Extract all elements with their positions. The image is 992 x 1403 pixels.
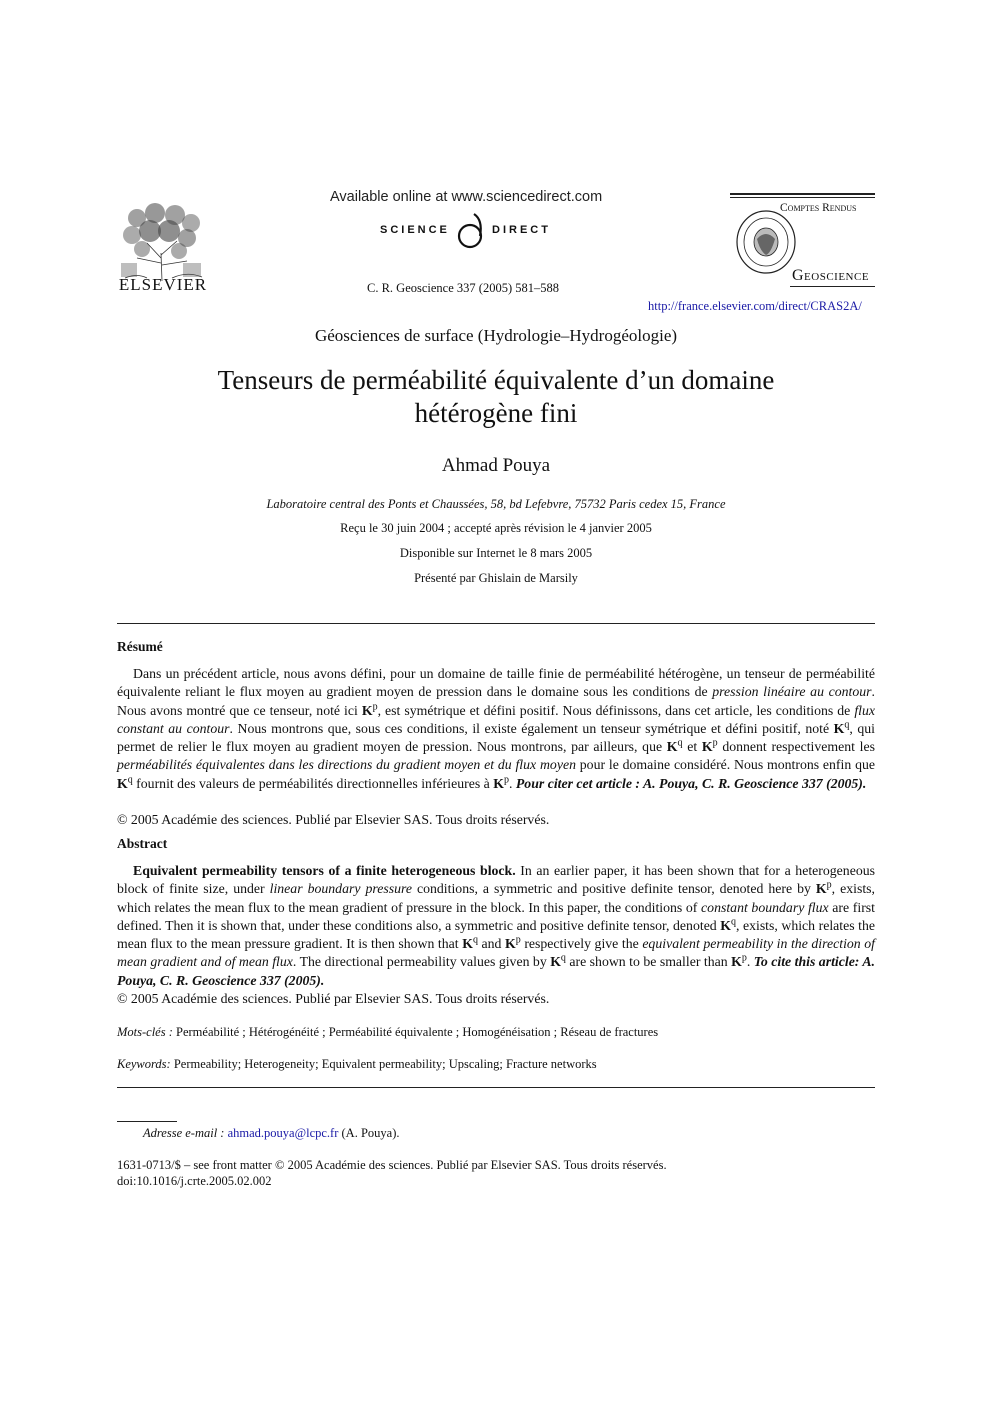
divider-bottom bbox=[117, 1087, 875, 1088]
abstract-heading: Abstract bbox=[117, 836, 168, 851]
sciencedirect-logo bbox=[380, 212, 580, 252]
sciencedirect-science: SCIENCE bbox=[380, 224, 450, 236]
abstract-copyright: © 2005 Académie des sciences. Publié par Elsevier SAS. Tous droits réservés. bbox=[117, 991, 550, 1006]
issn-line: 1631-0713/$ – see front matter © 2005 Académie des sciences. Publié par Elsevier SAS. Tous droits réservés. bbox=[117, 1158, 667, 1172]
doi-line: doi:10.1016/j.crte.2005.02.002 bbox=[117, 1174, 272, 1188]
received-dates: Reçu le 30 juin 2004 ; accepté après révision le 4 janvier 2005 bbox=[340, 521, 652, 535]
journal-name-top: Comptes Rendus bbox=[780, 202, 857, 214]
available-online-text: Available online at www.sciencedirect.com bbox=[330, 189, 603, 205]
sciencedirect-d-icon bbox=[454, 212, 490, 252]
resume-paragraph: Dans un précédent article, nous avons défini, pour un domaine de taille finie de perméabilité hétérogène, un tenseur de perméabilité équivalente reliant le flux moyen au gradient moyen de pression dans le domaine sous les conditions de pression linéaire au contour. Nous avons montré que ce tenseur, noté ici $K^p$, est symétrique et défini positif. Nous définissons, dans cet article, les conditions de flux constant au contour. Nous montrons que, sous ces conditions, il existe également un tenseur symétrique et défini positif, noté $K^q$, qui permet de relier le flux moyen au gradient moyen de pression. Nous montrons, par ailleurs, que $K^q$ et $K^p$ donnent respectivement les perméabilités équivalentes dans les directions du gradient moyen et du flux moyen pour le domaine considéré. Nous montrons enfin que $K^q$ fournit des valeurs de perméabilités directionnelles inférieures à $K^p$. Pour citer cet article : A. Pouya, C. R. Geoscience 337 (2005). bbox=[117, 666, 876, 791]
journal-url-link[interactable]: http://france.elsevier.com/direct/CRAS2A/ bbox=[648, 299, 862, 313]
section-heading: Géosciences de surface (Hydrologie–Hydrogéologie) bbox=[314, 326, 678, 345]
elsevier-wordmark: ELSEVIER bbox=[118, 275, 208, 294]
resume-heading: Résumé bbox=[117, 639, 163, 654]
journal-citation: C. R. Geoscience 337 (2005) 581–588 bbox=[367, 281, 559, 295]
divider-top bbox=[117, 623, 875, 624]
available-date: Disponible sur Internet le 8 mars 2005 bbox=[399, 546, 593, 560]
author-name: Ahmad Pouya bbox=[441, 455, 551, 476]
comptes-rendus-geoscience-logo bbox=[730, 193, 875, 289]
sciencedirect-direct: DIRECT bbox=[492, 224, 551, 236]
abstract-paragraph: Equivalent permeability tensors of a finite heterogeneous block. In an earlier paper, it has been shown that for a heterogeneous block of finite size, under linear boundary pressure conditions, a symmetric and positive definite tensor, denoted here by $K^p$, exists, which relates the mean flux to the mean gradient of pressure in the block. In this paper, the conditions of constant boundary flux are first defined. Then it is shown that, under these conditions also, a symmetric and positive definite tensor, denoted $K^q$, exists, which relates the mean flux to the mean pressure gradient. It is then shown that $K^q$ and $K^p$ respectively give the equivalent permeability in the direction of mean gradient and of mean flux. The directional permeability values given by $K^q$ are shown to be smaller than $K^p$. To cite this article: A. Pouya, C. R. Geoscience 337 (2005). bbox=[117, 863, 876, 988]
presented-by: Présenté par Ghislain de Marsily bbox=[414, 571, 578, 585]
mots-cles: Mots-clés : Perméabilité ; Hétérogénéité ; Perméabilité équivalente ; Homogénéisation ; Réseau de fractures bbox=[117, 1025, 659, 1039]
academie-seal-icon bbox=[735, 209, 797, 275]
article-title-line2: hétérogène fini bbox=[414, 398, 578, 428]
resume-copyright: © 2005 Académie des sciences. Publié par Elsevier SAS. Tous droits réservés. bbox=[117, 812, 550, 827]
email-link[interactable]: ahmad.pouya@lcpc.fr bbox=[227, 1126, 339, 1140]
journal-name-bottom: Geoscience bbox=[792, 267, 870, 284]
footnote-rule bbox=[117, 1121, 177, 1122]
affiliation: Laboratoire central des Ponts et Chaussées, 58, bd Lefebvre, 75732 Paris cedex 15, France bbox=[266, 497, 726, 511]
article-title-line1: Tenseurs de perméabilité équivalente d’un domaine bbox=[217, 365, 775, 395]
email-footnote: Adresse e-mail : ahmad.pouya@lcpc.fr (A. Pouya). bbox=[143, 1126, 400, 1140]
keywords: Keywords: Permeability; Heterogeneity; Equivalent permeability; Upscaling; Fracture networks bbox=[117, 1057, 597, 1071]
